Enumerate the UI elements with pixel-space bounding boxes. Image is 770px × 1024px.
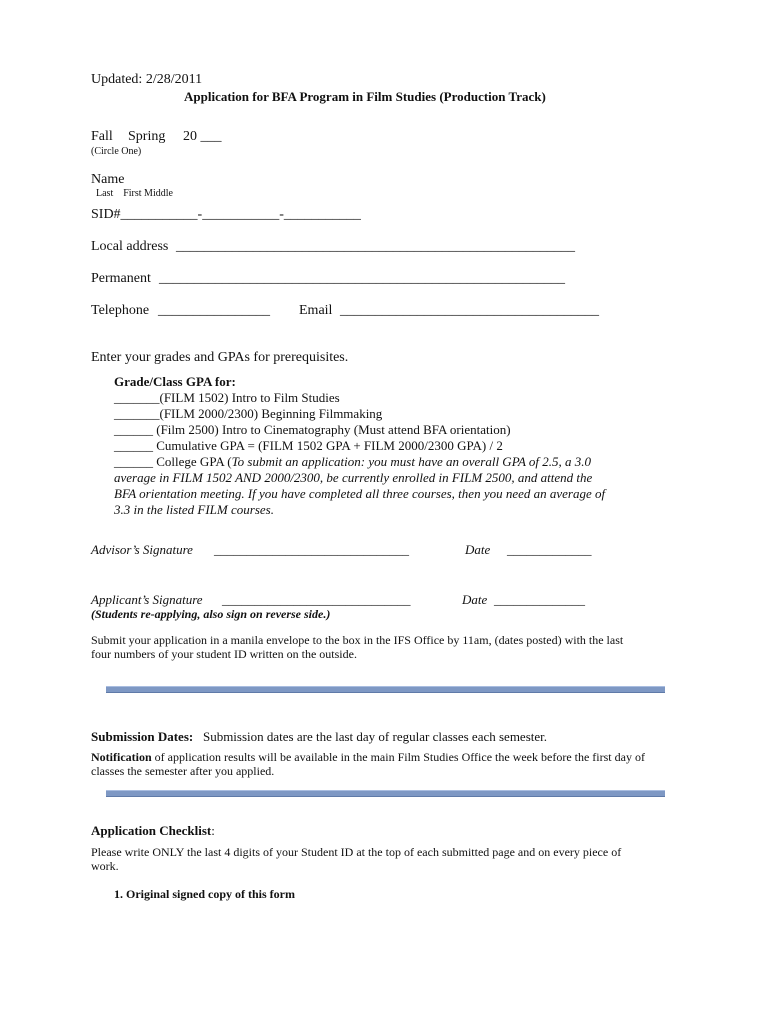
grade-film-1502[interactable]: _______(FILM 1502) Intro to Film Studies — [114, 390, 340, 405]
local-address-label: Local address — [91, 239, 169, 254]
college-gpa-label: ______ College GPA ( — [114, 454, 232, 469]
applicant-signature-label: Applicant’s Signature — [91, 592, 203, 607]
term-fall[interactable]: Fall — [91, 129, 113, 144]
permanent-address-field[interactable]: __________________________________________________________ — [159, 271, 565, 286]
submission-dates-label: Submission Dates: — [91, 729, 194, 744]
telephone-label: Telephone — [91, 303, 150, 318]
reapply-note: (Students re-applying, also sign on reverse side.) — [91, 607, 331, 621]
cumulative-gpa[interactable]: ______ Cumulative GPA = (FILM 1502 GPA + FILM 2000/2300 GPA) / 2 — [114, 438, 503, 453]
college-gpa[interactable] — [114, 454, 591, 470]
notification-line1 — [91, 750, 645, 765]
advisor-signature-label: Advisor’s Signature — [91, 542, 193, 557]
telephone-field[interactable]: ________________ — [158, 303, 270, 318]
term-spring[interactable]: Spring — [128, 129, 166, 144]
term-year-field[interactable]: 20 ___ — [183, 129, 222, 144]
advisor-date-field[interactable]: _____________ — [507, 542, 592, 557]
checklist-instructions-line2: work. — [91, 859, 119, 873]
checklist-instructions-line1: Please write ONLY the last 4 digits of your Student ID at the top of each submitted page and on every piece of — [91, 845, 622, 859]
checklist-item-1: 1. Original signed copy of this form — [114, 887, 296, 901]
advisor-signature-field[interactable]: ______________________________ — [214, 542, 409, 557]
gpa-requirement-line4: 3.3 in the listed FILM courses. — [114, 502, 274, 517]
name-sublabels: Last First Middle — [96, 188, 173, 199]
section-divider — [106, 686, 665, 693]
advisor-date-label: Date — [465, 542, 491, 557]
name-label: Name — [91, 172, 125, 187]
submission-dates-text: Submission dates are the last day of regular classes each semester. — [202, 729, 547, 744]
permanent-address-label: Permanent — [91, 271, 151, 286]
applicant-date-label: Date — [462, 592, 488, 607]
notification-label: Notification — [91, 750, 152, 764]
section-divider — [106, 790, 665, 797]
checklist-colon: : — [211, 823, 215, 838]
notification-text: of application results will be available in the main Film Studies Office the week before the first day of — [154, 750, 645, 764]
gpa-requirement-line2: average in FILM 1502 AND 2000/2300, be currently enrolled in FILM 2500, and attend the — [114, 470, 593, 485]
email-field[interactable]: _____________________________________ — [340, 303, 599, 318]
updated-date: Updated: 2/28/2011 — [91, 72, 203, 87]
local-address-field[interactable]: _________________________________________________________ — [176, 239, 575, 254]
gpa-requirement-line3: BFA orientation meeting. If you have completed all three courses, then you need an average of — [114, 486, 606, 501]
notification-line2: classes the semester after you applied. — [91, 764, 275, 778]
grade-film-2500[interactable]: ______ (Film 2500) Intro to Cinematography (Must attend BFA orientation) — [114, 422, 511, 437]
grades-heading: Grade/Class GPA for: — [114, 374, 236, 389]
submission-dates — [91, 729, 547, 745]
checklist-heading — [91, 823, 215, 839]
applicant-date-field[interactable]: ______________ — [494, 592, 585, 607]
submit-instructions-line1: Submit your application in a manila envelope to the box in the IFS Office by 11am, (dates posted) with the last — [91, 633, 624, 647]
sid-field[interactable]: SID#___________-___________-___________ — [91, 207, 361, 222]
page-title: Application for BFA Program in Film Studies (Production Track) — [184, 89, 546, 104]
grades-intro: Enter your grades and GPAs for prerequisites. — [91, 350, 349, 365]
applicant-signature-field[interactable]: _____________________________ — [222, 592, 411, 607]
gpa-requirement-note: To submit an application: you must have an overall GPA of 2.5, a 3.0 — [231, 454, 592, 469]
checklist-label: Application Checklist — [91, 823, 212, 838]
email-label: Email — [299, 303, 333, 318]
term-note: (Circle One) — [91, 146, 142, 157]
grade-film-2000-2300[interactable]: _______(FILM 2000/2300) Beginning Filmmaking — [114, 406, 383, 421]
submit-instructions-line2: four numbers of your student ID written on the outside. — [91, 647, 357, 661]
